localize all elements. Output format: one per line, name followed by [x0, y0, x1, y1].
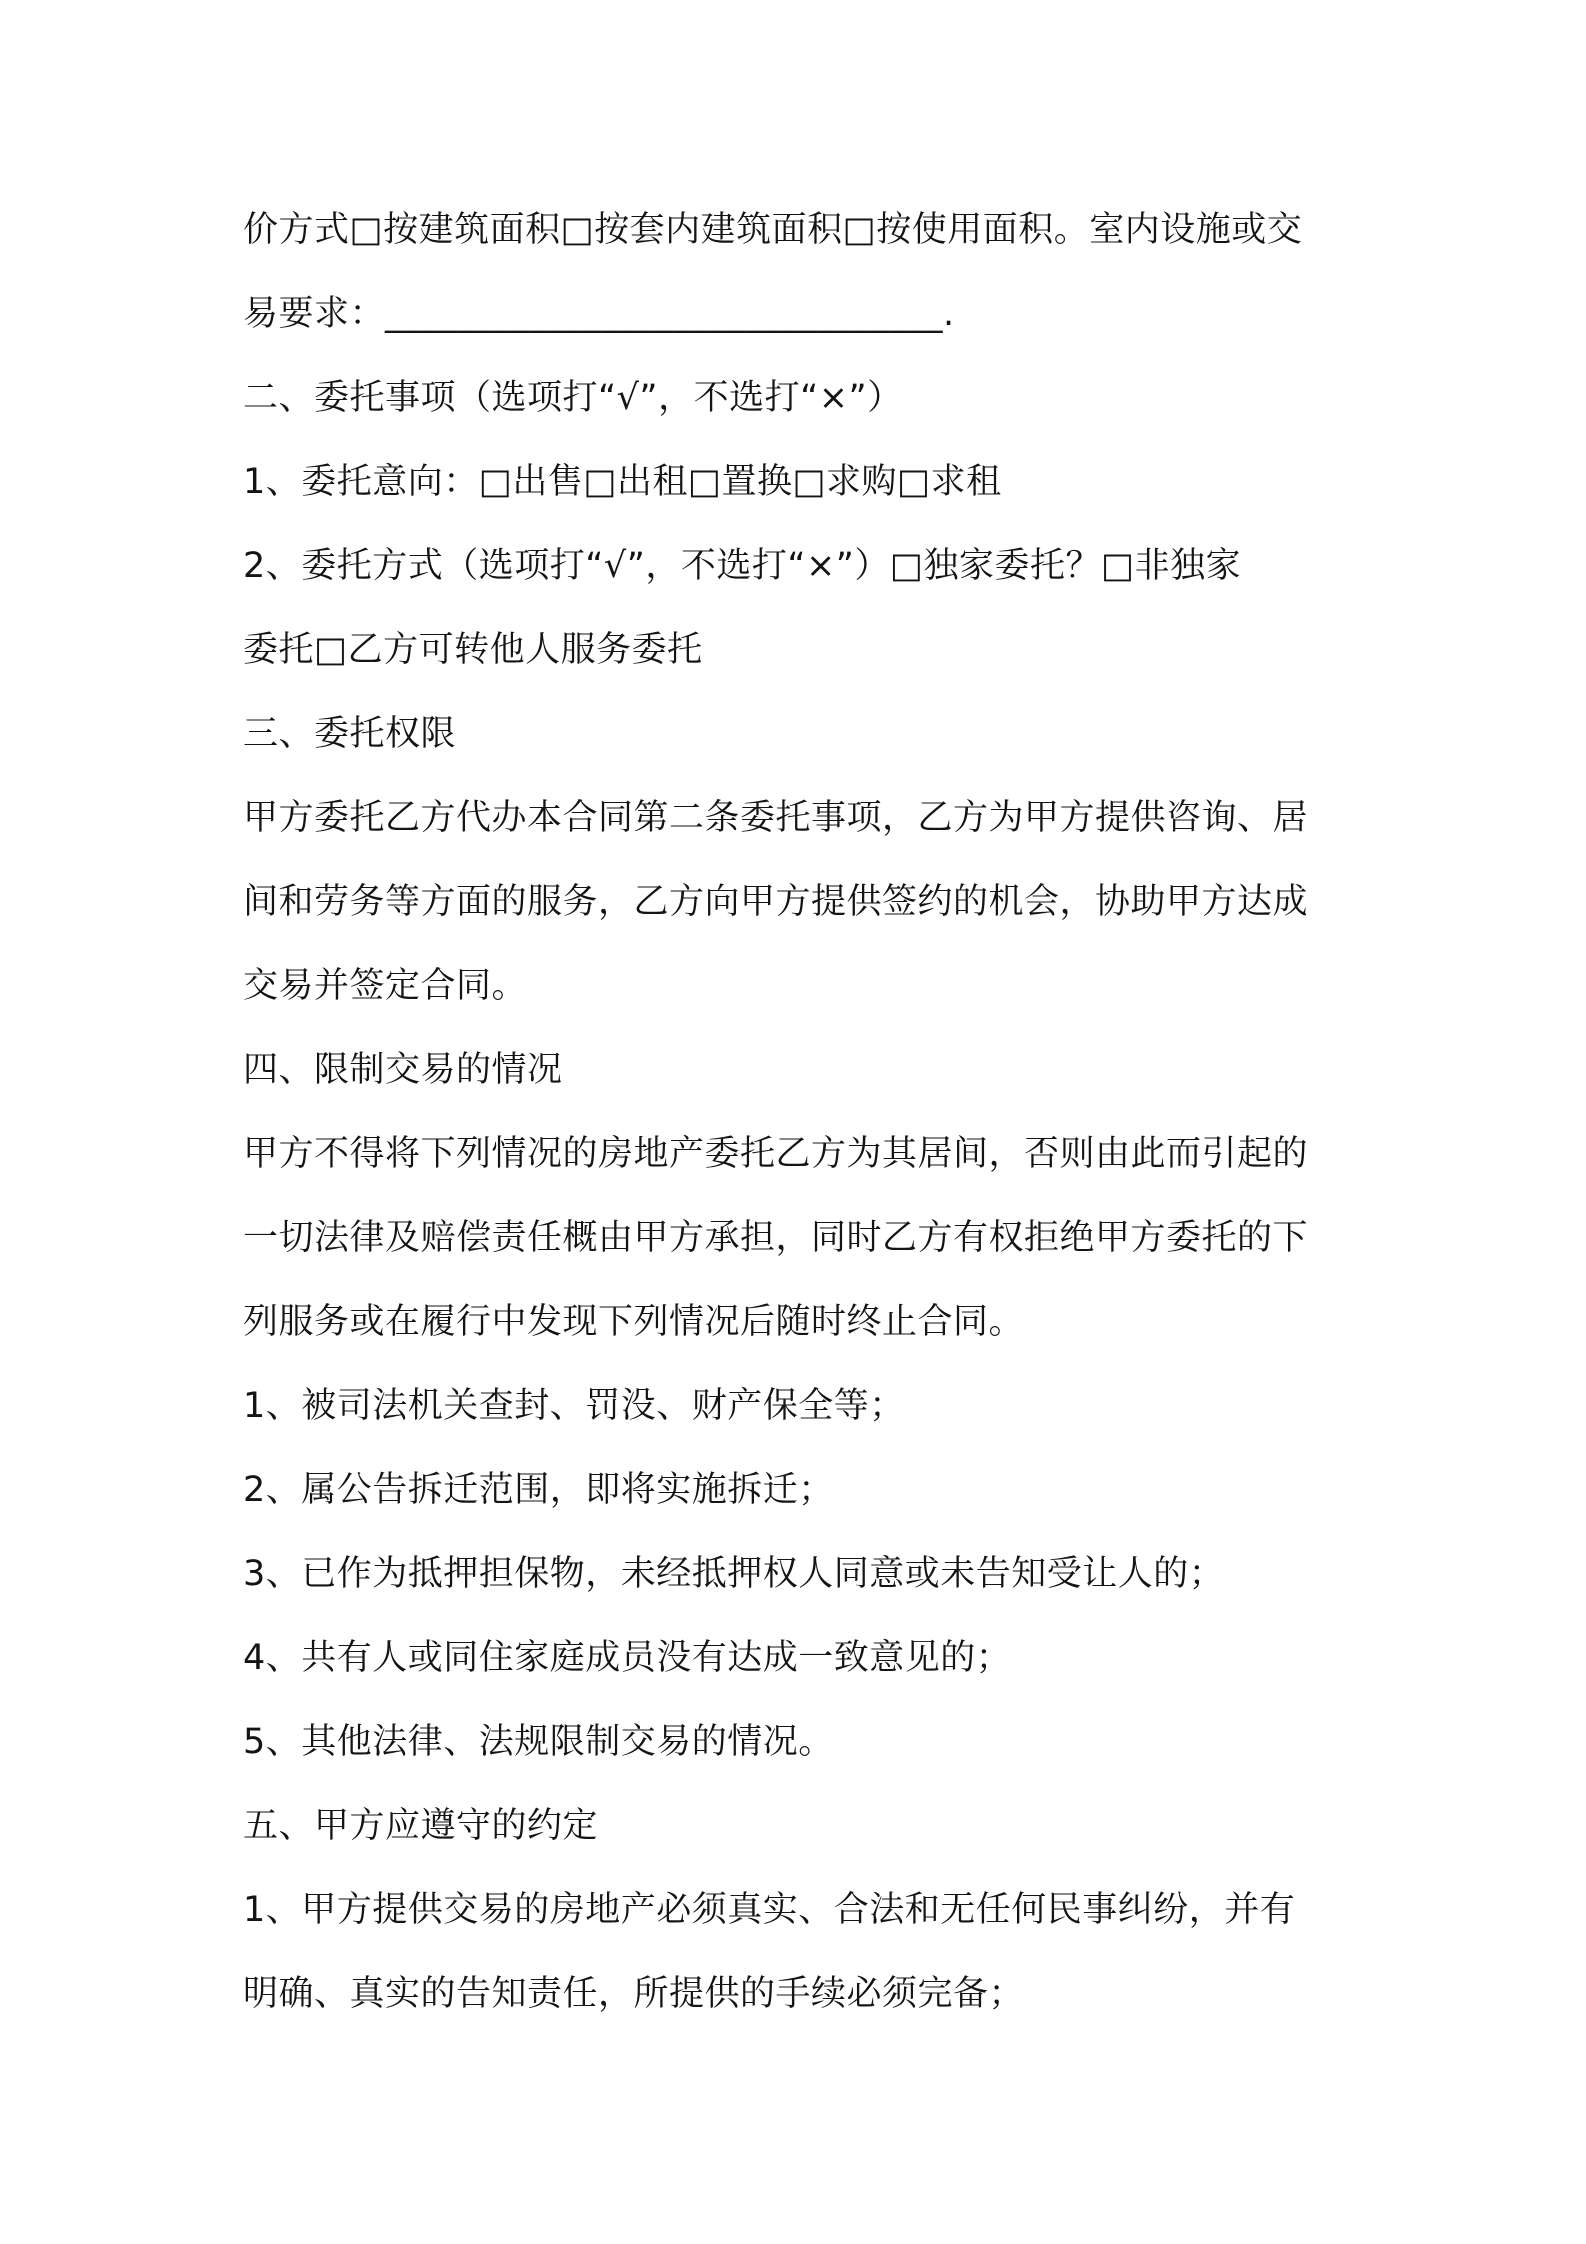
section-heading-party-a-obligations: 五、甲方应遵守的约定: [243, 1806, 599, 1846]
list-item-restriction-3: 3、已作为抵押担保物，未经抵押权人同意或未告知受让人的；: [243, 1554, 1225, 1594]
list-item-obligation-1-cont: 明确、真实的告知责任，所提供的手续必须完备；: [243, 1974, 1025, 2014]
list-item-restriction-5: 5、其他法律、法规限制交易的情况。: [243, 1722, 834, 1762]
text-line-authority-2: 间和劳务等方面的服务，乙方向甲方提供签约的机会，协助甲方达成: [243, 882, 1309, 922]
text-line-authority-1: 甲方委托乙方代办本合同第二条委托事项，乙方为甲方提供咨询、居: [243, 798, 1309, 838]
list-item-restriction-1: 1、被司法机关查封、罚没、财产保全等；: [243, 1386, 905, 1426]
text-line-transaction-requirements: 易要求：_______________________________.: [243, 294, 955, 334]
text-line-restrictions-2: 一切法律及赔偿责任概由甲方承担，同时乙方有权拒绝甲方委托的下: [243, 1218, 1309, 1258]
list-item-restriction-4: 4、共有人或同住家庭成员没有达成一致意见的；: [243, 1638, 1012, 1678]
text-line-entrust-method-cont: 委托□乙方可转他人服务委托: [243, 630, 703, 670]
section-heading-entrust-authority: 三、委托权限: [243, 714, 457, 754]
text-line-pricing-method: 价方式□按建筑面积□按套内建筑面积□按使用面积。室内设施或交: [243, 210, 1303, 250]
list-item-obligation-1: 1、甲方提供交易的房地产必须真实、合法和无任何民事纠纷，并有: [243, 1890, 1296, 1930]
list-item-restriction-2: 2、属公告拆迁范围，即将实施拆迁；: [243, 1470, 834, 1510]
text-line-entrust-intention: 1、委托意向：□出售□出租□置换□求购□求租: [243, 462, 1002, 502]
text-line-authority-3: 交易并签定合同。: [243, 966, 528, 1006]
document-body: [243, 200, 1353, 2048]
text-line-restrictions-3: 列服务或在履行中发现下列情况后随时终止合同。: [243, 1302, 1025, 1342]
section-heading-entrusted-matters: 二、委托事项（选项打“√”，不选打“×”）: [243, 378, 903, 418]
section-heading-trade-restrictions: 四、限制交易的情况: [243, 1050, 563, 1090]
text-line-entrust-method: 2、委托方式（选项打“√”，不选打“×”）□独家委托？□非独家: [243, 546, 1242, 586]
text-line-restrictions-1: 甲方不得将下列情况的房地产委托乙方为其居间，否则由此而引起的: [243, 1134, 1309, 1174]
